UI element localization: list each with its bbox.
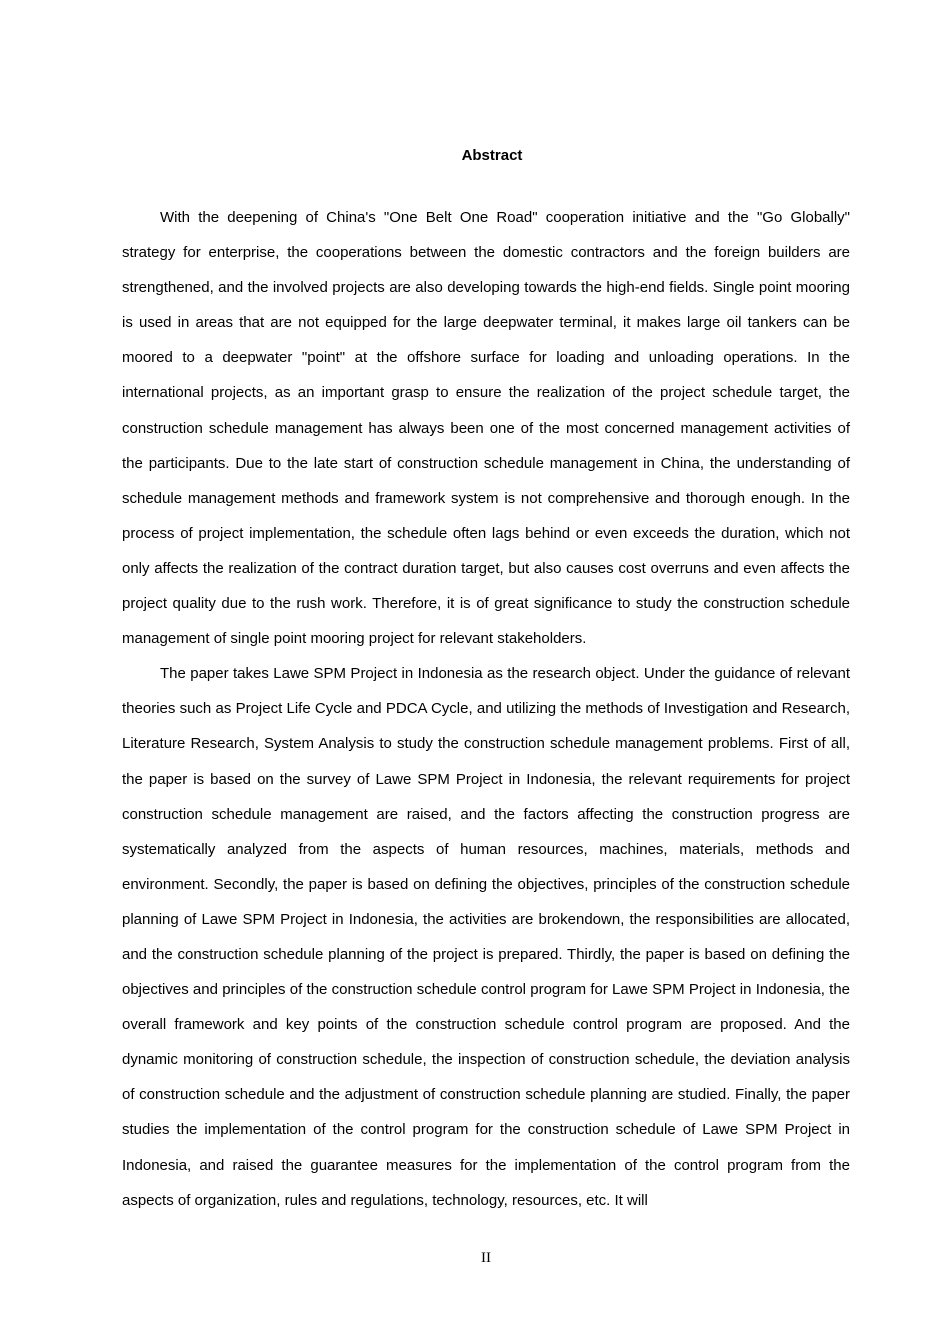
page-number: II [481, 1250, 491, 1266]
abstract-title: Abstract [461, 147, 523, 164]
abstract-paragraph-2: The paper takes Lawe SPM Project in Indonesia as the research object. Under the guidance of relevant theories such as Project Life Cycle and PDCA Cycle, and utilizing the methods of Investigation and Research, Literature Research, System Analysis to study the construction schedule management problems. First of all, the paper is based on the survey of Lawe SPM Project in Indonesia, the relevant requirements for project construction schedule management are raised, and the factors affecting the construction progress are systematically analyzed from the aspects of human resources, machines, materials, methods and environment. Secondly, the paper is based on defining the objectives, principles of the construction schedule planning of Lawe SPM Project in Indonesia, the activities are brokendown, the responsibilities are allocated, and the construction schedule planning of the project is prepared. Thirdly, the paper is based on defining the objectives and principles of the construction schedule control program for Lawe SPM Project in Indonesia, the overall framework and key points of the construction schedule control program are proposed. And the dynamic monitoring of construction schedule, the inspection of construction schedule, the deviation analysis of construction schedule and the adjustment of construction schedule planning are studied. Finally, the paper studies the implementation of the control program for the construction schedule of Lawe SPM Project in Indonesia, and raised the guarantee measures for the implementation of the control program from the aspects of organization, rules and regulations, technology, resources, etc. It will [122, 665, 850, 1209]
abstract-paragraph-1: With the deepening of China's "One Belt One Road" cooperation initiative and the "Go Globally" strategy for enterprise, the cooperations between the domestic contractors and the foreign builders are strengthened, and the involved projects are also developing towards the high-end fields. Single point mooring is used in areas that are not equipped for the large deepwater terminal, it makes large oil tankers can be moored to a deepwater "point" at the offshore surface for loading and unloading operations. In the international projects, as an important grasp to ensure the realization of the project schedule target, the construction schedule management has always been one of the most concerned management activities of the participants. Due to the late start of construction schedule management in China, the understanding of schedule management methods and framework system is not comprehensive and thorough enough. In the process of project implementation, the schedule often lags behind or even exceeds the duration, which not only affects the realization of the contract duration target, but also causes cost overruns and even affects the project quality due to the rush work. Therefore, it is of great significance to study the construction schedule management of single point mooring project for relevant stakeholders. [122, 209, 850, 648]
abstract-body [122, 200, 850, 1218]
